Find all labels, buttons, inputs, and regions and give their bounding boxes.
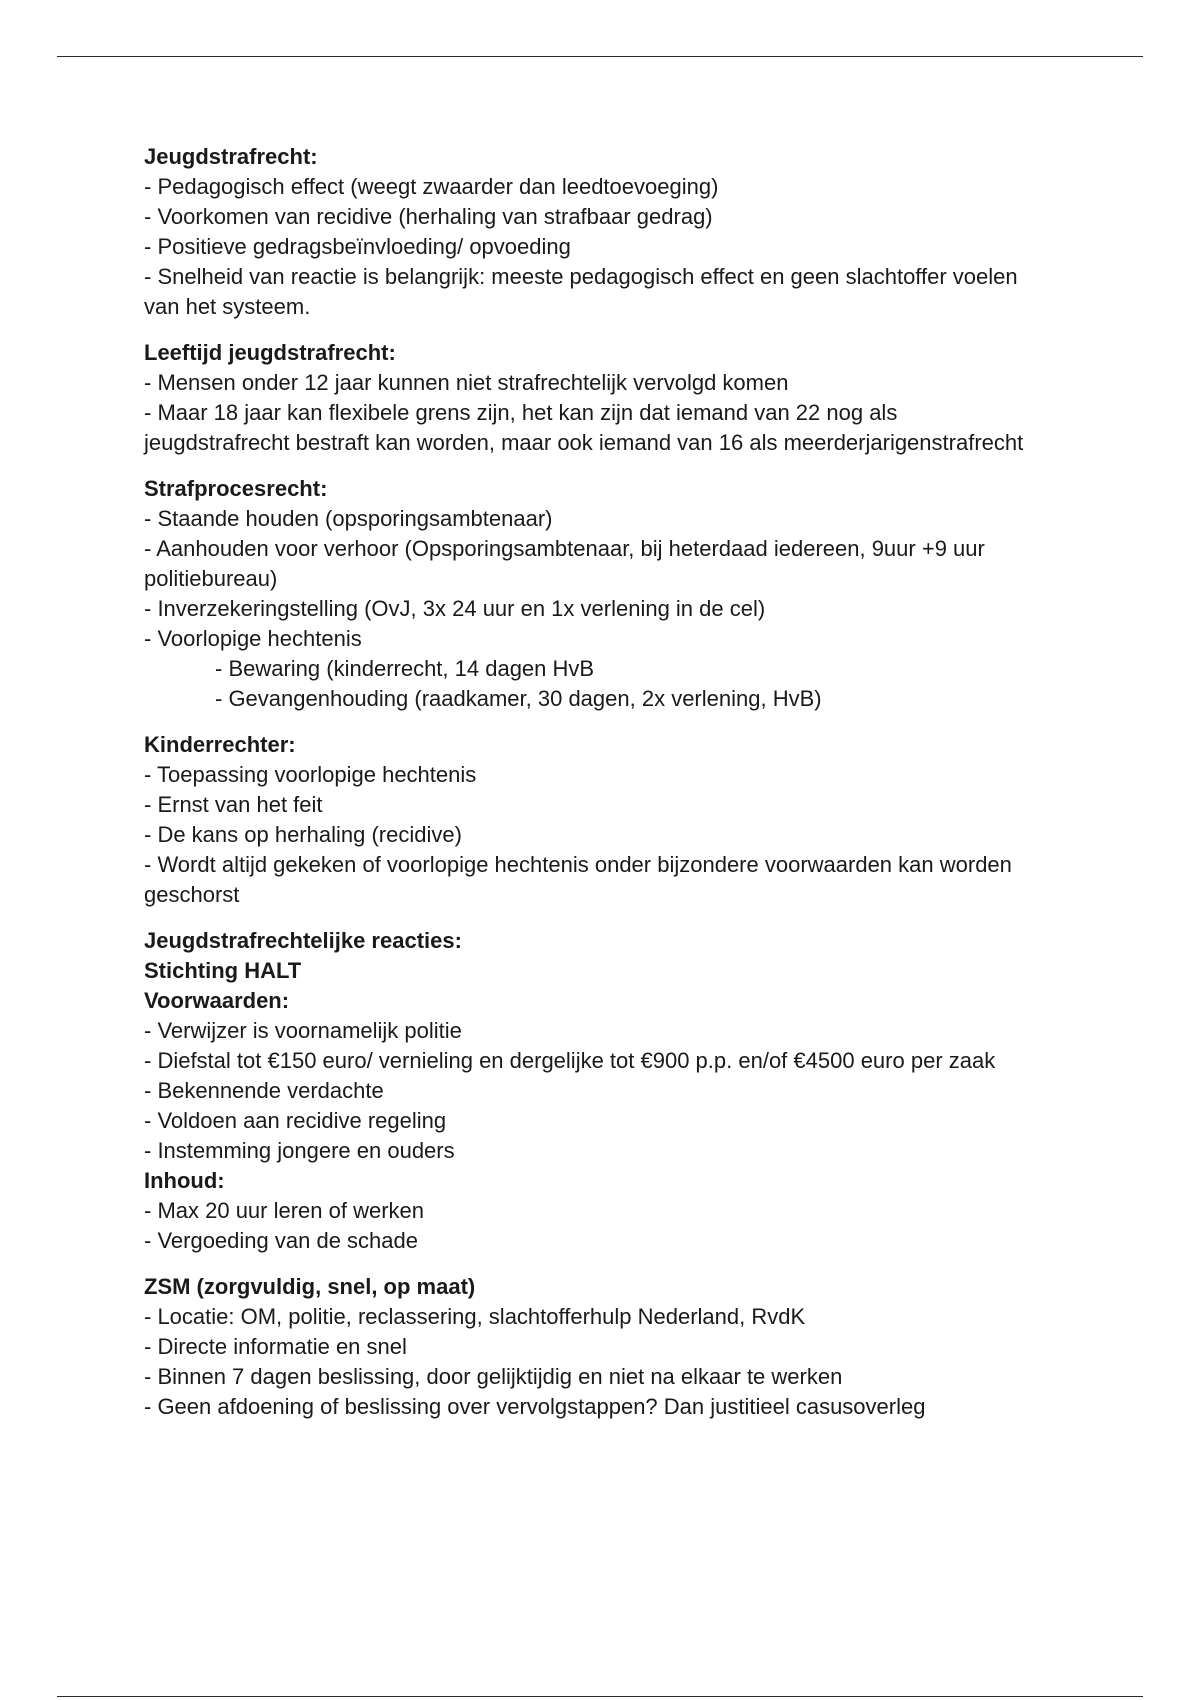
list-item: - Pedagogisch effect (weegt zwaarder dan leedtoevoeging) [144, 174, 719, 199]
sub-list-item: - Gevangenhouding (raadkamer, 30 dagen, 2x verlening, HvB) [215, 686, 822, 711]
section-heading: Jeugdstrafrechtelijke reacties: [144, 928, 462, 953]
section-subheading: Stichting HALT [144, 958, 302, 983]
section-jeugdstrafrecht [144, 142, 1044, 322]
section-heading: Jeugdstrafrecht: [144, 144, 318, 169]
list-item: - Aanhouden voor verhoor (Opsporingsambtenaar, bij heterdaad iedereen, 9uur +9 uur politiebureau) [144, 536, 985, 591]
list-item: - Voorkomen van recidive (herhaling van strafbaar gedrag) [144, 204, 713, 229]
section-strafprocesrecht [144, 474, 1044, 714]
list-item: - Ernst van het feit [144, 792, 323, 817]
list-item: - Maar 18 jaar kan flexibele grens zijn, het kan zijn dat iemand van 22 nog als jeugdstrafrecht bestraft kan worden, maar ook iemand van 16 als meerderjarigenstrafrecht [144, 400, 1024, 455]
list-item: - Positieve gedragsbeïnvloeding/ opvoeding [144, 234, 571, 259]
section-subheading: Voorwaarden: [144, 988, 290, 1013]
section-heading: ZSM (zorgvuldig, snel, op maat) [144, 1274, 476, 1299]
list-item: - Voldoen aan recidive regeling [144, 1108, 447, 1133]
section-zsm [144, 1272, 1044, 1422]
section-heading: Strafprocesrecht: [144, 476, 328, 501]
list-item: - Snelheid van reactie is belangrijk: meeste pedagogisch effect en geen slachtoffer voelen van het systeem. [144, 264, 1018, 319]
list-item: - Directe informatie en snel [144, 1334, 407, 1359]
list-item: - Max 20 uur leren of werken [144, 1198, 425, 1223]
section-jeugdstrafrechtelijke-reacties [144, 926, 1044, 1256]
section-subheading: Inhoud: [144, 1168, 225, 1193]
section-kinderrechter [144, 730, 1044, 910]
list-item: - Verwijzer is voornamelijk politie [144, 1018, 462, 1043]
list-item: - Toepassing voorlopige hechtenis [144, 762, 477, 787]
bottom-rule [57, 1696, 1143, 1697]
list-item: - Binnen 7 dagen beslissing, door gelijktijdig en niet na elkaar te werken [144, 1364, 843, 1389]
document-body [144, 142, 1044, 1438]
top-rule [57, 56, 1143, 57]
list-item: - Staande houden (opsporingsambtenaar) [144, 506, 553, 531]
list-item: - Vergoeding van de schade [144, 1228, 418, 1253]
list-item: - Wordt altijd gekeken of voorlopige hechtenis onder bijzondere voorwaarden kan worden geschorst [144, 852, 1012, 907]
list-item: - Diefstal tot €150 euro/ vernieling en dergelijke tot €900 p.p. en/of €4500 euro per zaak [144, 1048, 996, 1073]
list-item: - Mensen onder 12 jaar kunnen niet strafrechtelijk vervolgd komen [144, 370, 789, 395]
sub-list-item: - Bewaring (kinderrecht, 14 dagen HvB [215, 656, 595, 681]
list-item: - Voorlopige hechtenis [144, 626, 362, 651]
list-item: - Inverzekeringstelling (OvJ, 3x 24 uur en 1x verlening in de cel) [144, 596, 766, 621]
list-item: - De kans op herhaling (recidive) [144, 822, 462, 847]
list-item: - Bekennende verdachte [144, 1078, 384, 1103]
list-item: - Geen afdoening of beslissing over vervolgstappen? Dan justitieel casusoverleg [144, 1394, 926, 1419]
list-item: - Locatie: OM, politie, reclassering, slachtofferhulp Nederland, RvdK [144, 1304, 806, 1329]
section-heading: Leeftijd jeugdstrafrecht: [144, 340, 396, 365]
list-item: - Instemming jongere en ouders [144, 1138, 455, 1163]
section-heading: Kinderrechter: [144, 732, 296, 757]
section-leeftijd [144, 338, 1044, 458]
